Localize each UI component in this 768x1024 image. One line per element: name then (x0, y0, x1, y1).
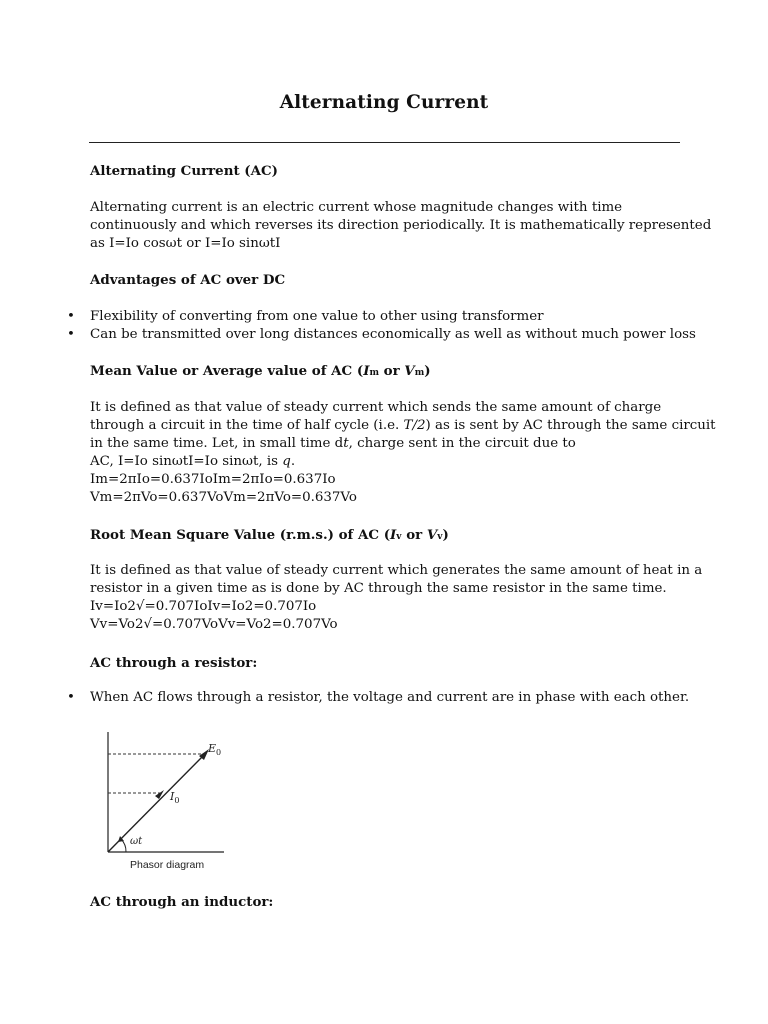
phasor-diagram-figure (100, 730, 230, 875)
paragraph-line: as I=Io cosωt or I=Io sinωtI (90, 236, 281, 251)
label-omega-t: ωt (130, 836, 143, 847)
heading-text: ) (442, 527, 449, 543)
paragraph-line: resistor in a given time as is done by AC through the same resistor in the same time. (90, 581, 667, 596)
bullet-marker: • (67, 327, 75, 342)
mean-value-paragraph (90, 399, 716, 507)
text-run: . (290, 454, 296, 469)
resistor-note: When AC flows through a resistor, the voltage and current are in phase with each other. (90, 690, 690, 705)
heading-text: Root Mean Square Value (r.m.s.) of AC ( (90, 527, 391, 543)
advantage-item: Can be transmitted over long distances economically as well as without much power loss (90, 327, 696, 342)
italic-run: T/2 (403, 418, 426, 433)
section-heading-mean-value (90, 362, 690, 382)
formula-line: Vm=2πVo=0.637VoVm=2πVo=0.637Vo (90, 490, 357, 505)
heading-text: Mean Value or Average value of AC ( (90, 363, 364, 379)
paragraph-line (90, 417, 716, 435)
e0-phasor-line (108, 755, 204, 852)
section-heading-inductor: AC through an inductor: (90, 894, 274, 910)
rms-paragraph (90, 562, 703, 634)
formula-line: Iv=Io2√=0.707IoIv=Io2=0.707Io (90, 599, 317, 614)
section-heading-resistor: AC through a resistor: (90, 655, 258, 671)
paragraph-line: It is defined as that value of steady current which generates the same amount of heat in a (90, 563, 703, 578)
heading-text: ) (424, 363, 431, 379)
formula-line: Vv=Vo2√=0.707VoVv=Vo2=0.707Vo (90, 617, 338, 632)
bullet-marker: • (67, 690, 75, 705)
paragraph-line: It is defined as that value of steady current which sends the same amount of charge (90, 400, 662, 415)
text-run: in the same time. Let, in small time d (90, 436, 344, 451)
figure-caption: Phasor diagram (130, 859, 205, 871)
symbol-i: I (390, 527, 397, 543)
symbol-subscript: v (396, 532, 402, 542)
symbol-v: V (404, 363, 415, 379)
symbol-subscript: v (437, 532, 443, 542)
text-run: , charge sent in the circuit due to (348, 436, 576, 451)
phasor-diagram (100, 730, 230, 875)
advantage-item: Flexibility of converting from one value to other using transformer (90, 309, 544, 324)
heading-text: or (378, 363, 405, 379)
paragraph-line (90, 453, 690, 471)
text-run: ) as is sent by AC through the same circuit (425, 418, 716, 433)
section-heading-advantages: Advantages of AC over DC (90, 272, 286, 288)
italic-run: t (343, 436, 349, 451)
symbol-subscript: m (369, 368, 379, 378)
label-e0: $E_0$ (208, 742, 222, 757)
label-i0: $I_0$ (170, 790, 180, 805)
text-run: through a circuit in the time of half cycle (i.e. (90, 418, 404, 433)
paragraph-line: continuously and which reverses its direction periodically. It is mathematically represented (90, 218, 712, 233)
ac-definition-paragraph (90, 199, 712, 253)
section-heading-rms (90, 526, 690, 546)
document-title: Alternating Current (279, 92, 489, 113)
formula-line: Im=2πIo=0.637IoIm=2πIo=0.637Io (90, 472, 336, 487)
paragraph-line: Alternating current is an electric current whose magnitude changes with time (90, 200, 623, 215)
symbol-v: V (426, 527, 438, 543)
text-run: AC, I=Io sinωtI=Io sinωt, is (90, 454, 283, 469)
symbol-i: I (363, 363, 370, 379)
symbol-subscript: m (414, 368, 425, 378)
section-heading-ac: Alternating Current (AC) (90, 163, 279, 179)
title-divider (89, 142, 680, 143)
paragraph-line (90, 435, 690, 453)
heading-text: or (401, 527, 427, 543)
bullet-marker: • (67, 309, 75, 324)
italic-run: q (282, 454, 291, 469)
